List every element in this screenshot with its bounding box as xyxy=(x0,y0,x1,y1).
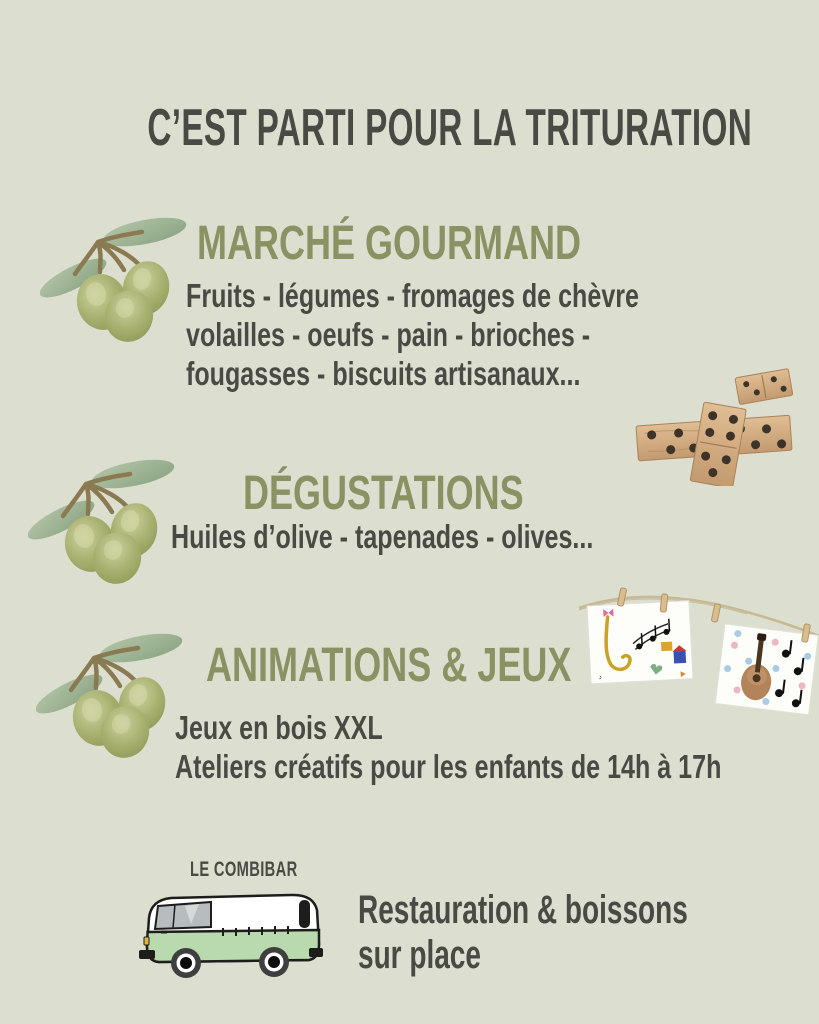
section-heading-degustations: DÉGUSTATIONS xyxy=(243,467,524,520)
section-heading-marche-gourmand: MARCHÉ GOURMAND xyxy=(197,217,581,270)
olive-branch-icon xyxy=(40,208,190,343)
olive-branch-icon xyxy=(36,624,186,759)
body-line: fougasses - biscuits artisanaux... xyxy=(186,355,581,392)
dominoes-illustration xyxy=(620,366,819,486)
section-body-animations-jeux xyxy=(175,708,721,786)
section-heading-animations-jeux: ANIMATIONS & JEUX xyxy=(206,639,572,692)
clothesline-drawings-illustration xyxy=(577,580,819,720)
body-line: Fruits - légumes - fromages de chèvre xyxy=(186,277,639,314)
footer-line: Restauration & boissons xyxy=(358,888,688,932)
combibar-label: LE COMBIBAR xyxy=(190,858,298,881)
body-line: Huiles d’olive - tapenades - olives... xyxy=(171,518,594,555)
footer-line: sur place xyxy=(358,933,481,977)
body-line: volailles - oeufs - pain - brioches - xyxy=(186,316,591,353)
footer-text xyxy=(358,888,688,978)
combi-van-illustration xyxy=(133,886,333,981)
section-body-marche-gourmand xyxy=(186,276,639,393)
section-body-degustations xyxy=(171,517,593,556)
olive-branch-icon xyxy=(28,450,178,585)
page-title: C’EST PARTI POUR LA TRITURATION xyxy=(147,99,753,157)
body-line: Ateliers créatifs pour les enfants de 14h à 17h xyxy=(175,748,722,785)
body-line: Jeux en bois XXL xyxy=(175,709,383,746)
svg-text:♪: ♪ xyxy=(597,673,603,682)
